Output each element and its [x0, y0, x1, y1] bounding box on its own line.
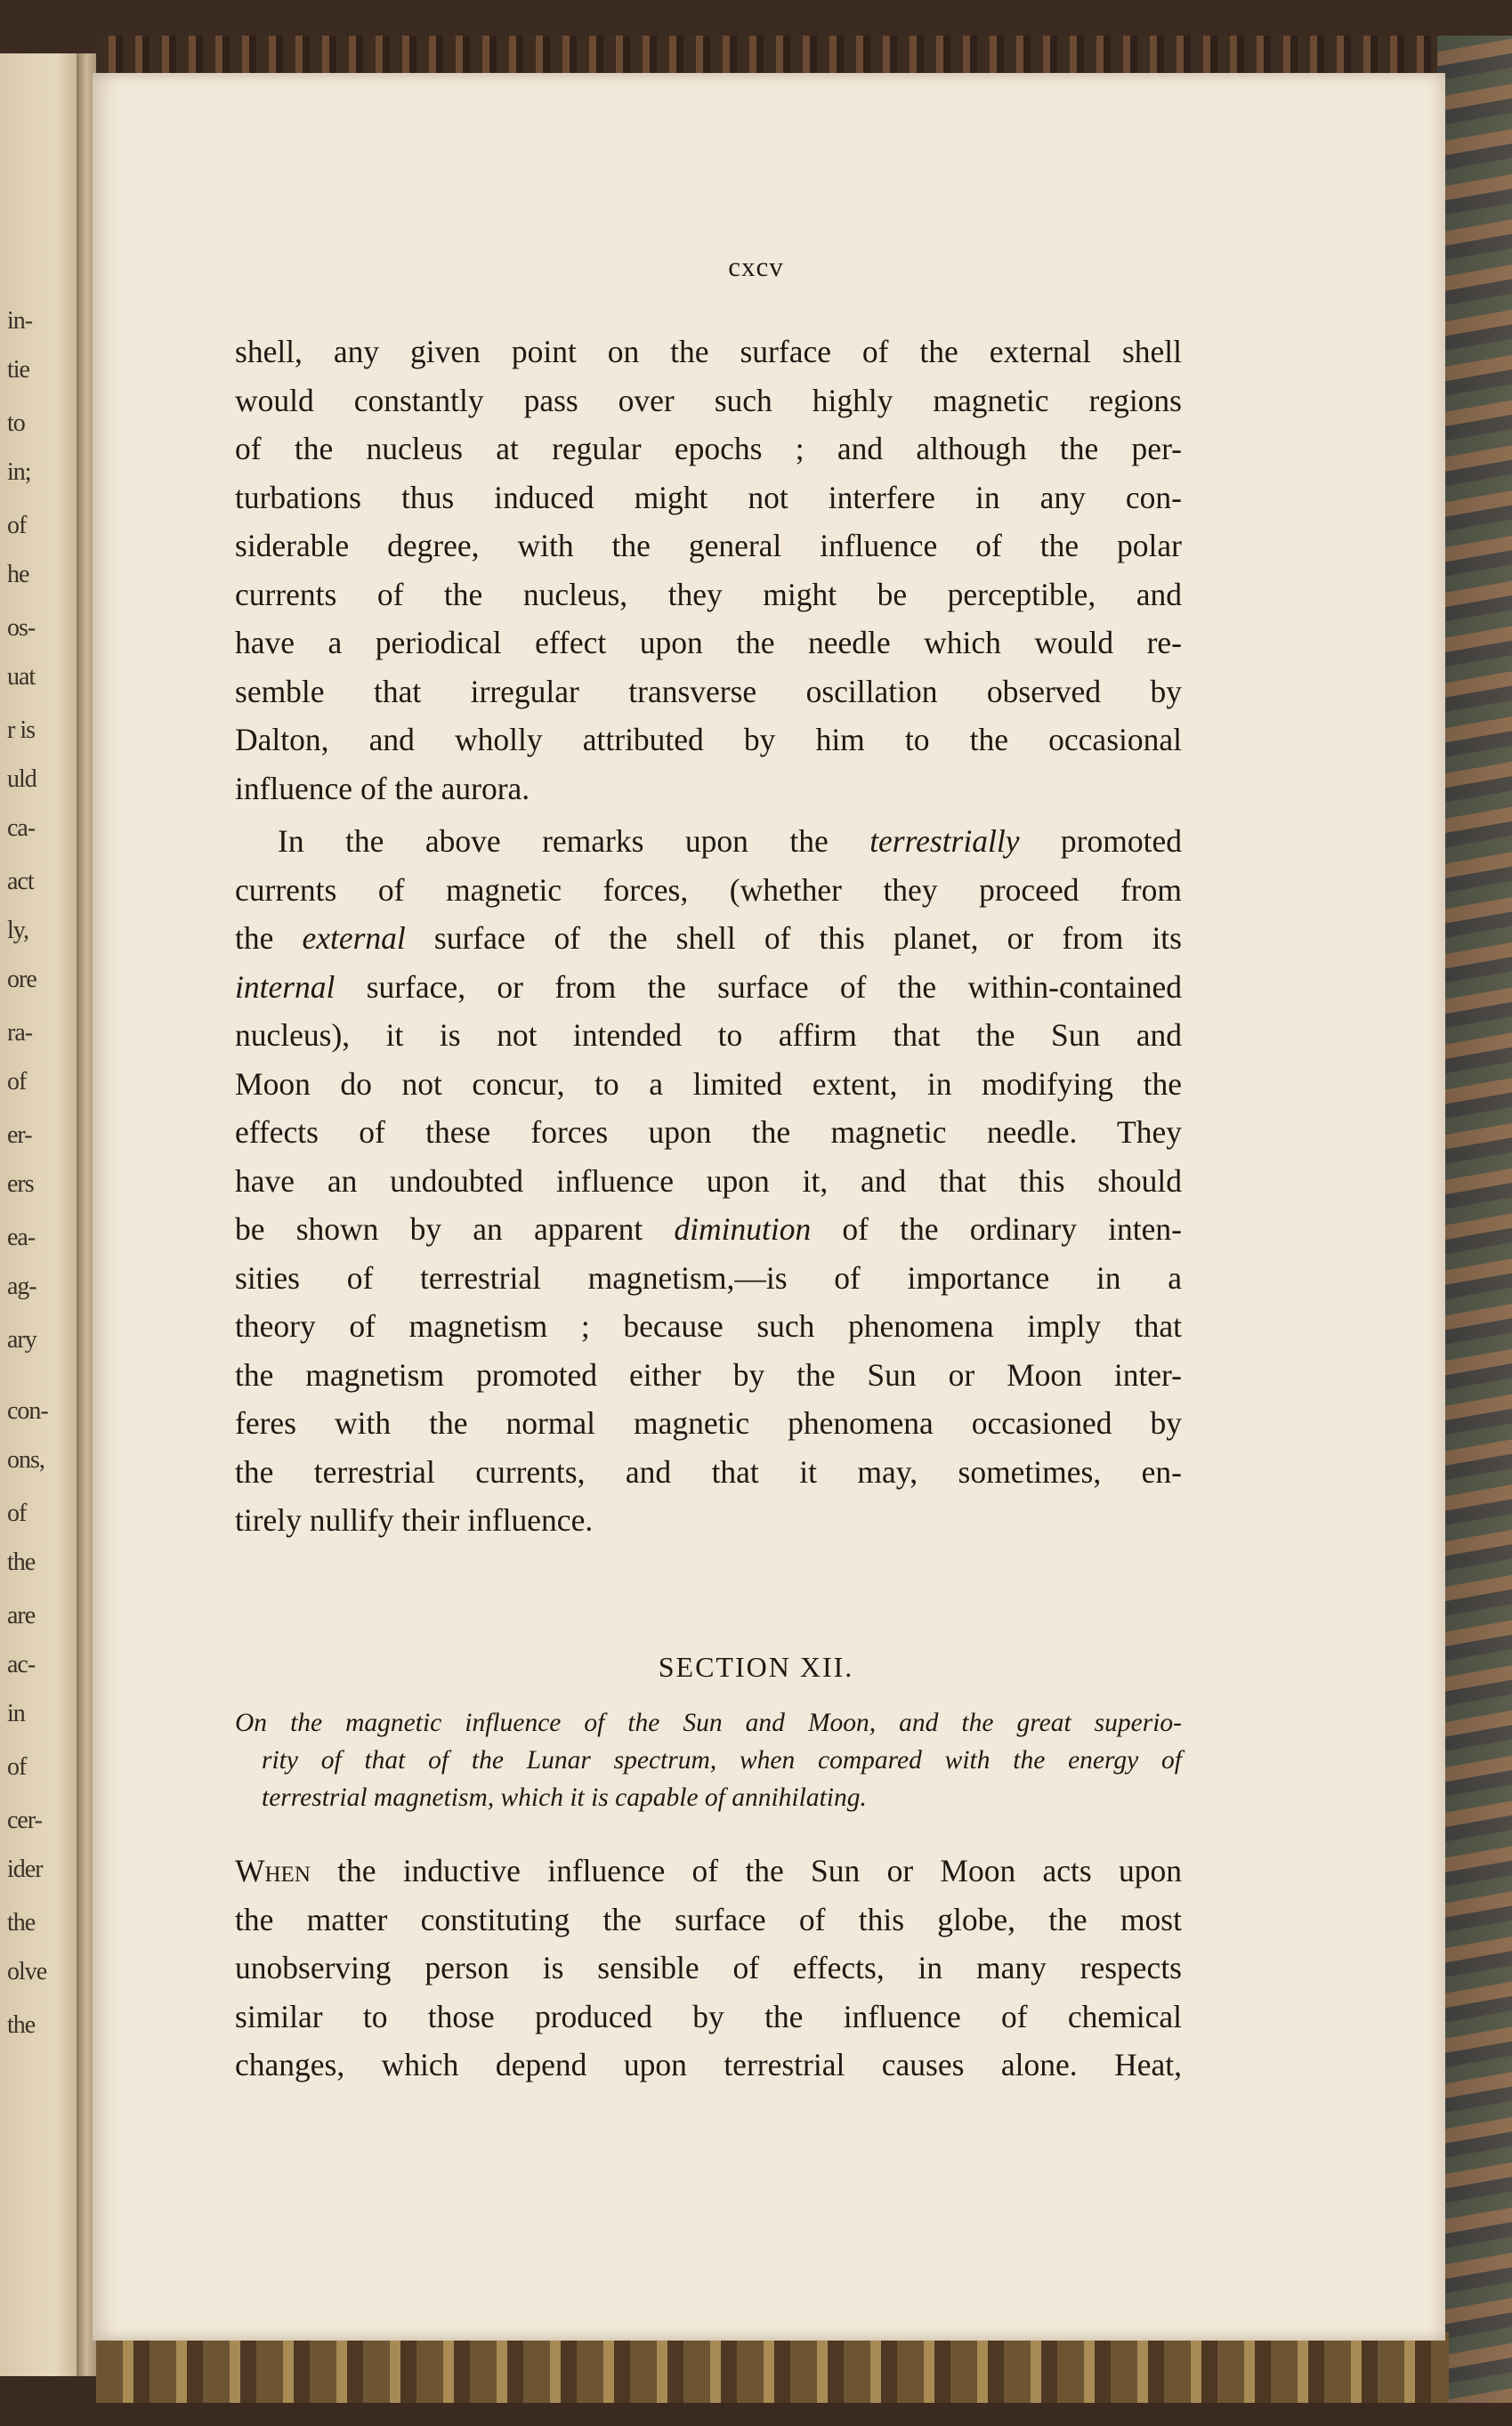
- left-page-fragment: to: [7, 409, 25, 437]
- left-page-fragment: ra-: [7, 1019, 33, 1047]
- drop-word-small-caps: When: [235, 1853, 311, 1888]
- left-page-fragment: act: [7, 868, 34, 895]
- left-page-fragment: the: [7, 1549, 36, 1576]
- section-summary: [235, 1704, 1182, 1816]
- text-line: Moon do not concur, to a limited extent, in modifying the: [235, 1065, 1182, 1102]
- text-run: surface of the shell of this planet, or from its: [405, 920, 1182, 956]
- text-line: [235, 1847, 1182, 1896]
- left-page-fragment: are: [7, 1602, 36, 1629]
- left-page-fragment: in: [7, 1700, 25, 1727]
- emphasis-external: external: [302, 920, 406, 956]
- left-page-fragment: ers: [7, 1170, 34, 1198]
- text-line: changes, which depend upon terrestrial causes alone. Heat,: [235, 2047, 1182, 2082]
- left-page-fragment: ary: [7, 1326, 36, 1354]
- left-page-fragment: cer-: [7, 1807, 42, 1834]
- text-line: [235, 963, 1182, 1012]
- left-page-fragment: tie: [7, 356, 29, 384]
- text-run: surface, or from the surface of the within-contained: [335, 968, 1182, 1005]
- text-run: the inductive influence of the Sun or Moon acts upon: [310, 1853, 1182, 1888]
- text-line: turbations thus induced might not interfere in any con-: [235, 479, 1182, 515]
- text-line: theory of magnetism ; because such phenomena imply that: [235, 1308, 1182, 1344]
- left-page-fragment: in;: [7, 458, 31, 486]
- paragraph-2: [235, 817, 1182, 1545]
- summary-line: rity of that of the Lunar spectrum, when compared with the energy of: [262, 1746, 1182, 1775]
- text-run: be shown by an apparent: [235, 1211, 675, 1247]
- text-line: effects of these forces upon the magnetic needle. They: [235, 1114, 1182, 1150]
- left-page-fragment: ca-: [7, 814, 36, 842]
- text-line: would constantly pass over such highly magnetic regions: [235, 382, 1182, 418]
- text-run: promoted: [1019, 823, 1182, 859]
- text-line: the matter constituting the surface of this globe, the most: [235, 1901, 1182, 1937]
- text-line: feres with the normal magnetic phenomena occasioned by: [235, 1405, 1182, 1441]
- left-page-fragment: uld: [7, 765, 36, 793]
- emphasis-terrestrially: terrestrially: [869, 823, 1020, 859]
- book-bottom-edge: [96, 2332, 1449, 2403]
- summary-line: On the magnetic influence of the Sun and Moon, and the great superio-: [235, 1709, 1182, 1737]
- text-line: shell, any given point on the surface of the external shell: [235, 334, 1182, 369]
- text-line: [235, 914, 1182, 963]
- left-page-fragment: he: [7, 561, 29, 588]
- text-line: [235, 817, 1182, 866]
- left-page-fragment: of: [7, 1500, 27, 1527]
- left-page-fragment: er-: [7, 1121, 32, 1149]
- text-line: semble that irregular transverse oscillation observed by: [235, 673, 1182, 709]
- text-line: [235, 1205, 1182, 1254]
- text-line: the magnetism promoted either by the Sun or Moon inter-: [235, 1356, 1182, 1393]
- left-page-fragment: con-: [7, 1397, 48, 1425]
- left-page-fragment: ore: [7, 966, 36, 993]
- text-line: tirely nullify their influence.: [235, 1502, 594, 1538]
- left-page-fragment: r is: [7, 716, 35, 744]
- text-line: Dalton, and wholly attributed by him to the occasional: [235, 722, 1182, 757]
- left-page-fragment: ider: [7, 1856, 43, 1883]
- left-page-fragment: ag-: [7, 1273, 36, 1300]
- emphasis-diminution: diminution: [674, 1211, 812, 1247]
- text-line: currents of magnetic forces, (whether they proceed from: [235, 871, 1182, 908]
- text-line: of the nucleus at regular epochs ; and although the per-: [235, 431, 1182, 466]
- left-page-fragment: os-: [7, 614, 36, 642]
- left-page-edge: [0, 53, 78, 2376]
- paragraph-3: [235, 1847, 1182, 2090]
- paragraph-1: [235, 328, 1182, 813]
- page-number: cxcv: [728, 251, 784, 282]
- left-page-fragment: in-: [7, 307, 33, 335]
- text-line: have a periodical effect upon the needle which would re-: [235, 625, 1182, 660]
- left-page-fragment: of: [7, 1068, 27, 1096]
- text-line: similar to those produced by the influence of chemical: [235, 1998, 1182, 2034]
- text-line: currents of the nucleus, they might be perceptible, and: [235, 576, 1182, 612]
- text-run: In the above remarks upon the: [278, 823, 870, 859]
- text-line: nucleus), it is not intended to affirm that the Sun and: [235, 1017, 1182, 1053]
- text-line: the terrestrial currents, and that it may, sometimes, en-: [235, 1453, 1182, 1490]
- left-page-fragment: of: [7, 512, 27, 539]
- text-run: the: [235, 920, 303, 956]
- left-page-fragment: ac-: [7, 1651, 36, 1678]
- book-fore-edge: [1437, 36, 1512, 2403]
- text-line: influence of the aurora.: [235, 770, 530, 806]
- left-page-fragment: ons,: [7, 1446, 44, 1474]
- text-run: of the ordinary inten-: [811, 1211, 1182, 1247]
- book-top-edge: [96, 36, 1449, 78]
- left-page-fragment: ea-: [7, 1224, 36, 1251]
- text-line: unobserving person is sensible of effects, in many respects: [235, 1950, 1182, 1985]
- left-page-fragment: the: [7, 1909, 36, 1937]
- summary-line: terrestrial magnetism, which it is capable of annihilating.: [262, 1783, 867, 1812]
- left-page-fragment: ly,: [7, 917, 28, 944]
- emphasis-internal: internal: [235, 968, 336, 1005]
- left-page-fragment: uat: [7, 663, 36, 691]
- text-line: siderable degree, with the general influence of the polar: [235, 528, 1182, 563]
- section-heading: SECTION XII.: [658, 1651, 854, 1683]
- left-page-fragment: of: [7, 1753, 27, 1781]
- text-line: have an undoubted influence upon it, and that this should: [235, 1162, 1182, 1199]
- text-line: sities of terrestrial magnetism,—is of importance in a: [235, 1259, 1182, 1296]
- left-page-fragment: the: [7, 2011, 36, 2039]
- left-page-fragment: olve: [7, 1958, 47, 1985]
